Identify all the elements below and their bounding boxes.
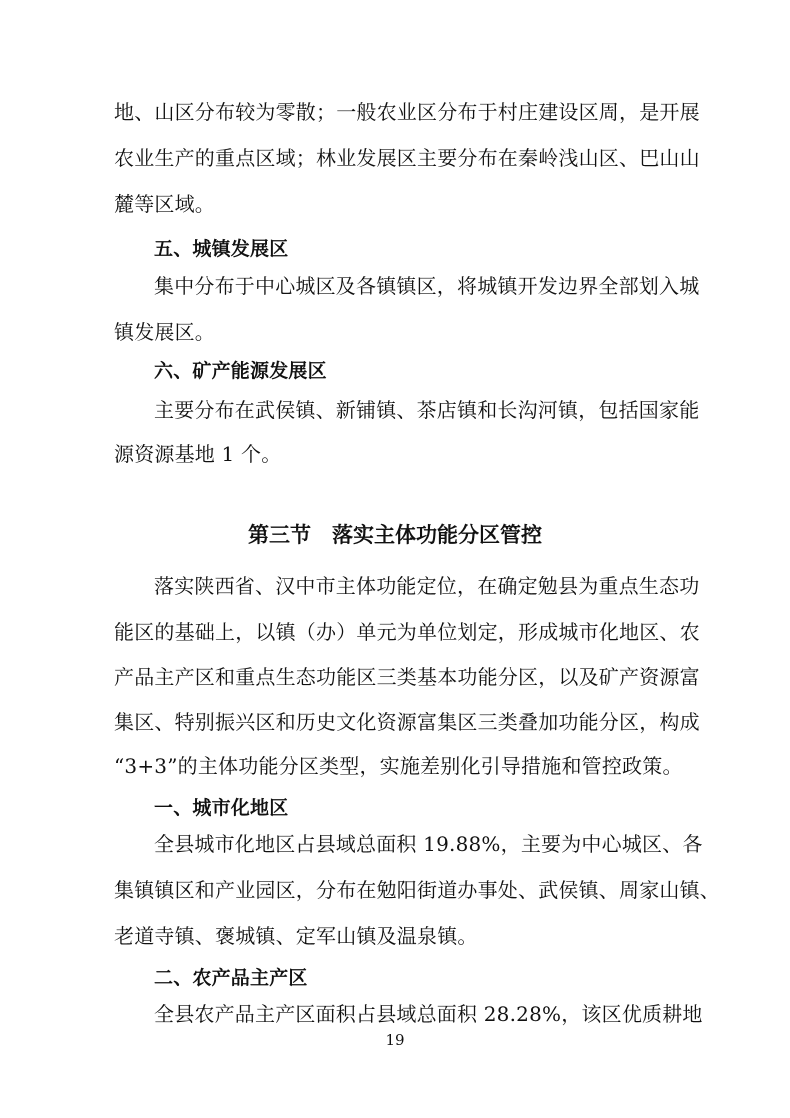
heading-mineral-energy-zone: 六、矿产能源发展区 xyxy=(154,360,327,382)
section-title: 第三节 落实主体功能分区管控 xyxy=(248,523,542,547)
paragraph-line: 地、山区分布较为零散；一般农业区分布于村庄建设区周，是开展 xyxy=(114,100,700,124)
paragraph-line: 全县城市化地区占县域总面积 19.88%，主要为中心城区、各 xyxy=(154,832,703,856)
paragraph-line: 产品主产区和重点生态功能区三类基本功能分区，以及矿产资源富 xyxy=(114,665,700,689)
paragraph-line: 农业生产的重点区域；林业发展区主要分布在秦岭浅山区、巴山山 xyxy=(114,146,700,170)
paragraph-line: 源资源基地 1 个。 xyxy=(114,442,282,466)
paragraph-line: 麓等区域。 xyxy=(114,192,215,216)
heading-urban-development-zone: 五、城镇发展区 xyxy=(154,238,289,260)
paragraph-line: “3+3”的主体功能分区类型，实施差别化引导措施和管控政策。 xyxy=(114,754,683,778)
heading-agricultural-area: 二、农产品主产区 xyxy=(154,967,308,989)
paragraph-line: 镇发展区。 xyxy=(114,320,215,344)
paragraph-line: 主要分布在武侯镇、新铺镇、茶店镇和长沟河镇，包括国家能 xyxy=(154,398,700,422)
paragraph-line: 集中分布于中心城区及各镇镇区，将城镇开发边界全部划入城 xyxy=(154,274,700,298)
paragraph-line: 集镇镇区和产业园区，分布在勉阳街道办事处、武侯镇、周家山镇、 xyxy=(114,878,720,902)
page-number: 19 xyxy=(385,1031,405,1049)
heading-urbanized-area: 一、城市化地区 xyxy=(154,797,289,819)
paragraph-line: 落实陕西省、汉中市主体功能定位，在确定勉县为重点生态功 xyxy=(154,574,700,598)
paragraph-line: 能区的基础上，以镇（办）单元为单位划定，形成城市化地区、农 xyxy=(114,620,700,644)
paragraph-line: 老道寺镇、褒城镇、定军山镇及温泉镇。 xyxy=(114,924,478,948)
paragraph-line: 全县农产品主产区面积占县域总面积 28.28%，该区优质耕地 xyxy=(154,1002,703,1026)
paragraph-line: 集区、特别振兴区和历史文化资源富集区三类叠加功能分区，构成 xyxy=(114,710,700,734)
